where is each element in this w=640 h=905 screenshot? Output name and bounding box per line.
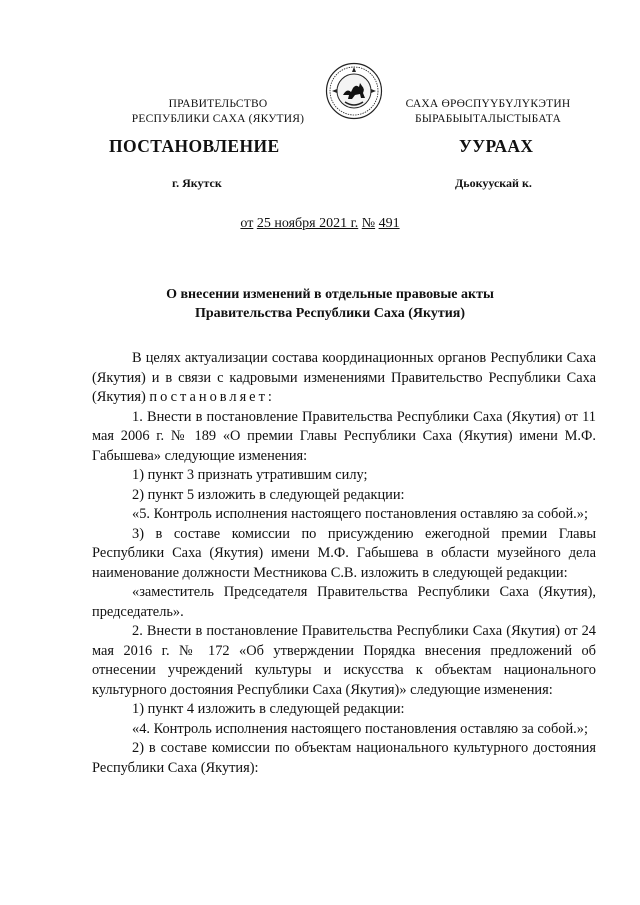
org-name-sah xyxy=(388,97,588,127)
paragraph: 1. Внести в постановление Правительства Республики Саха (Якутия) от 11 мая 2006 г. № 189 «О премии Главы Республики Саха (Якутия) имени М.Ф. Габышева» следующие изменения: xyxy=(92,408,596,464)
paragraph: 2) пункт 5 изложить в следующей редакции: xyxy=(132,486,405,503)
subject-line-2: Правительства Республики Саха (Якутия) xyxy=(194,306,466,321)
doc-date: 25 ноября 2021 г. xyxy=(256,216,359,231)
number-sign: № xyxy=(361,216,376,231)
org-ru-line1: ПРАВИТЕЛЬСТВО xyxy=(168,98,268,110)
subject-line-1: О внесении изменений в отдельные правовые акты xyxy=(166,287,494,302)
paragraph: «5. Контроль исполнения настоящего постановления оставляю за собой.»; xyxy=(132,506,588,522)
org-ru-line2: РЕСПУБЛИКИ САХА (ЯКУТИЯ) xyxy=(131,113,305,125)
city-ru: г. Якутск xyxy=(172,176,222,190)
paragraph: 2. Внести в постановление Правительства Республики Саха (Якутия) от 24 мая 2016 г. № 172 «Об утверждении Порядка внесения предложений об отнесении учреждений культуры и искусства к объектам национального культурного достояния Республики Саха (Якутия)» следующие изменения: xyxy=(92,623,596,698)
doc-subject xyxy=(90,285,570,323)
org-sah-line2: БЫРАБЫЫТАЛЫСТЫБАТА xyxy=(415,113,561,125)
preamble-verb: постановляет: xyxy=(149,389,275,405)
paragraph: «заместитель Председателя Правительства Республики Саха (Якутия), председатель». xyxy=(92,584,596,620)
date-number-line xyxy=(0,216,640,232)
preamble-text: В целях актуализации состава координационных органов Республики Саха (Якутия) и в связи с кадровыми изменениями Правительство Республики Саха (Якутия) xyxy=(92,350,596,405)
org-name-ru xyxy=(112,97,324,127)
paragraph: «4. Контроль исполнения настоящего постановления оставляю за собой.»; xyxy=(132,720,588,737)
city-sah: Дьокуускай к. xyxy=(455,176,532,190)
paragraph: 1) пункт 3 признать утратившим силу; xyxy=(132,467,368,483)
doc-body xyxy=(92,349,596,778)
preamble xyxy=(92,349,596,408)
doc-number: 491 xyxy=(378,216,400,231)
paragraph: 2) в составе комиссии по объектам национального культурного достояния Республики Саха (Якутия): xyxy=(92,740,596,776)
coat-of-arms-icon xyxy=(325,62,383,120)
paragraph: 3) в составе комиссии по присуждению ежегодной премии Главы Республики Саха (Якутия) имени М.Ф. Габышева в области музейного дела наименование должности Местникова С.В. изложить в следующей редакции: xyxy=(92,525,596,581)
paragraph: 1) пункт 4 изложить в следующей редакции: xyxy=(132,701,405,717)
doc-title-sah: УУРААХ xyxy=(459,136,534,156)
org-sah-line1: САХА ӨРӨСПҮҮБҮЛҮКЭТИН xyxy=(405,98,571,110)
date-prefix: от xyxy=(240,216,254,231)
doc-title-ru: ПОСТАНОВЛЕНИЕ xyxy=(109,136,280,156)
